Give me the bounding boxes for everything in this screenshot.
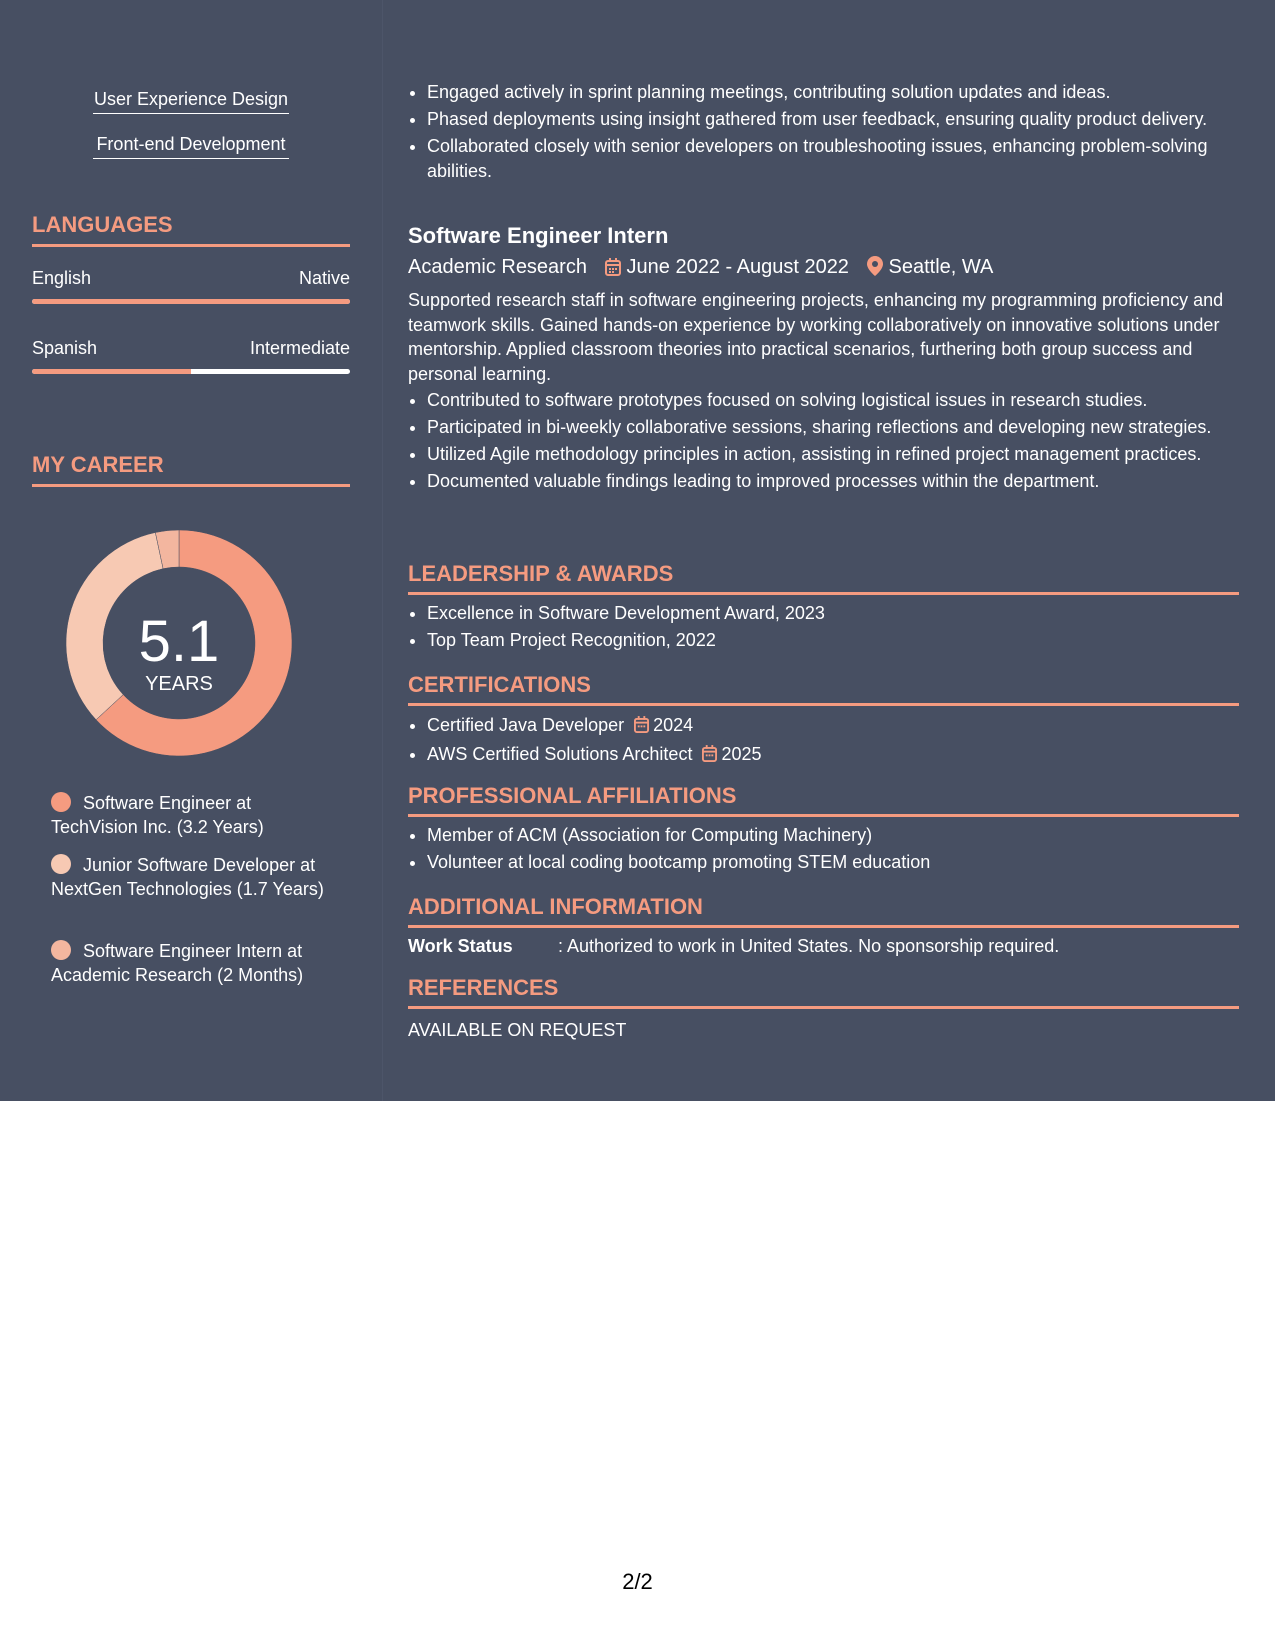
- leadership-heading: LEADERSHIP & AWARDS: [408, 560, 1239, 595]
- calendar-icon: [702, 744, 717, 769]
- career-legend-item: [51, 791, 341, 839]
- job-company: Academic Research: [408, 256, 587, 278]
- language-level: Intermediate: [249, 338, 350, 358]
- location-pin-icon: [867, 256, 883, 284]
- list-item: • Engaged actively in sprint planning meetings, contributing solution updates and ideas.: [427, 80, 1239, 105]
- references-text: AVAILABLE ON REQUEST: [408, 1020, 627, 1040]
- calendar-icon: [605, 256, 621, 284]
- certifications-heading: CERTIFICATIONS: [408, 671, 1239, 706]
- references-heading: REFERENCES: [408, 974, 1239, 1009]
- page-number: 2/2: [622, 1569, 653, 1594]
- skill-item: Front-end Development: [93, 132, 289, 159]
- career-legend-item: [51, 853, 341, 901]
- legend-dot: [51, 940, 71, 960]
- career-heading: MY CAREER: [32, 451, 350, 487]
- list-item: • Phased deployments using insight gathered from user feedback, ensuring quality product delivery.: [427, 107, 1239, 132]
- language-row: [32, 266, 350, 290]
- list-item: • Contributed to software prototypes focused on solving logistical issues in research studies.: [427, 388, 1239, 413]
- languages-heading: LANGUAGES: [32, 211, 350, 247]
- certification-year: 2025: [721, 744, 762, 764]
- work-status-label: Work Status: [408, 936, 513, 956]
- previous-job-bullets: [408, 80, 1239, 186]
- career-legend-item: [51, 939, 341, 987]
- list-item: • Top Team Project Recognition, 2022: [427, 628, 1239, 653]
- language-name: English: [32, 268, 92, 288]
- list-item: • Participated in bi-weekly collaborative sessions, sharing reflections and developing new strategies.: [427, 415, 1239, 440]
- career-legend-label: Software Engineer Intern at Academic Research (2 Months): [51, 941, 304, 985]
- legend-dot: [51, 854, 71, 874]
- career-legend-label: Software Engineer at TechVision Inc. (3.2 Years): [51, 793, 264, 837]
- affiliations-heading: PROFESSIONAL AFFILIATIONS: [408, 782, 1239, 817]
- list-item: • Volunteer at local coding bootcamp promoting STEM education: [427, 850, 1239, 875]
- list-item: • Documented valuable findings leading to improved processes within the department.: [427, 469, 1239, 494]
- language-row: [32, 336, 350, 360]
- list-item: • Member of ACM (Association for Computing Machinery): [427, 823, 1239, 848]
- job-dates: June 2022 - August 2022: [626, 256, 849, 278]
- certification-year: 2024: [653, 715, 694, 735]
- list-item: [427, 742, 1239, 769]
- additional-info-heading: ADDITIONAL INFORMATION: [408, 893, 1239, 928]
- list-item: • Utilized Agile methodology principles in action, assisting in refined project management practices.: [427, 442, 1239, 467]
- career-total-value: 5.1: [138, 609, 220, 674]
- work-status-row: [408, 934, 1059, 959]
- language-bar: [32, 369, 350, 374]
- skill-item: User Experience Design: [93, 87, 289, 114]
- job-location: Seattle, WA: [888, 256, 994, 278]
- job-title: Software Engineer Intern: [408, 223, 669, 248]
- career-donut-chart: [66, 530, 292, 756]
- certification-name: AWS Certified Solutions Architect: [427, 744, 693, 764]
- legend-dot: [51, 792, 71, 812]
- language-bar-fill: [32, 299, 350, 304]
- language-bar: [32, 299, 350, 304]
- list-item: [427, 713, 1239, 740]
- language-level: Native: [298, 268, 350, 288]
- certification-name: Certified Java Developer: [427, 715, 625, 735]
- job-bullets: [408, 388, 1239, 496]
- list-item: • Excellence in Software Development Award, 2023: [427, 601, 1239, 626]
- affiliations-list: [408, 823, 1239, 877]
- job-description: Supported research staff in software engineering projects, enhancing my programming proficiency and teamwork skills. Gained hands-on experience by working collaboratively on innovative solutions under mentorship. Applied classroom theories into practical scenarios, furthering both group success and personal learning.: [408, 290, 1224, 384]
- column-divider: [382, 0, 383, 1101]
- job-meta: [408, 253, 993, 284]
- language-name: Spanish: [32, 338, 98, 358]
- career-total-unit: YEARS: [145, 673, 213, 695]
- career-legend-label: Junior Software Developer at NextGen Technologies (1.7 Years): [51, 855, 324, 899]
- calendar-icon: [634, 715, 649, 740]
- certifications-list: [408, 713, 1239, 771]
- list-item: • Collaborated closely with senior developers on troubleshooting issues, enhancing problem-solving abilities.: [427, 134, 1239, 184]
- work-status-value: : Authorized to work in United States. No sponsorship required.: [558, 936, 1060, 956]
- language-bar-fill: [32, 369, 191, 374]
- leadership-list: [408, 601, 1239, 655]
